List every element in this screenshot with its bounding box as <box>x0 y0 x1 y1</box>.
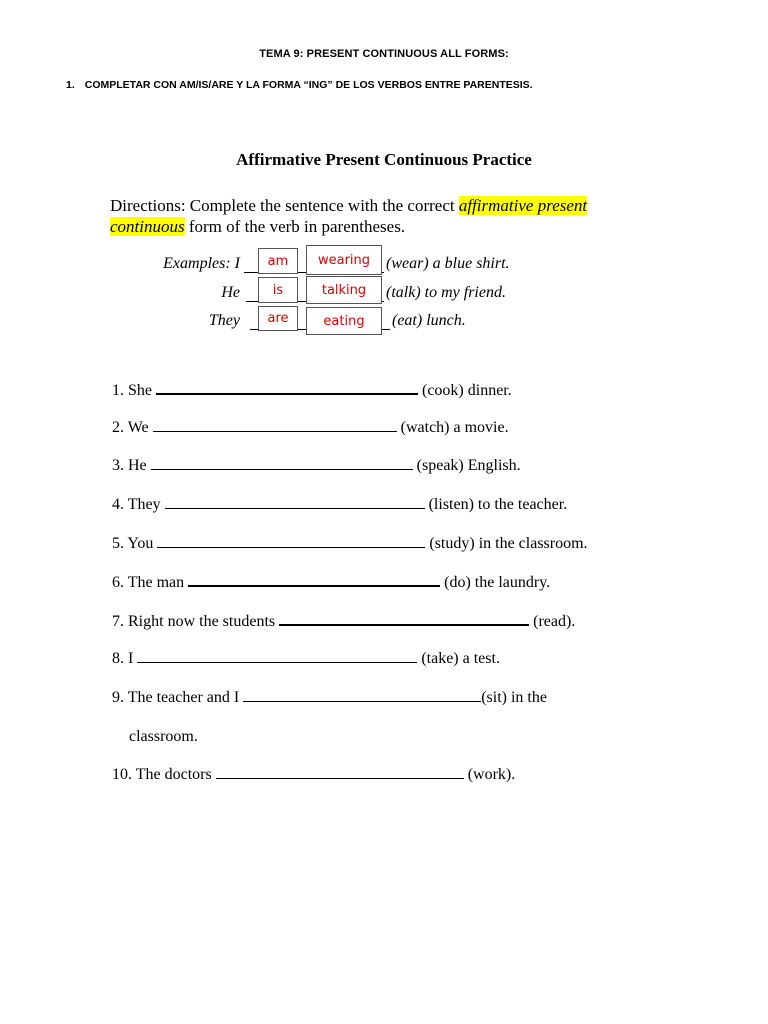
question-tail: (take) a test. <box>421 650 500 667</box>
instruction-text: COMPLETAR CON AM/IS/ARE Y LA FORMA “ING” DE LOS VERBOS ENTRE PARENTESIS. <box>84 79 533 91</box>
answer-blank[interactable] <box>165 496 425 509</box>
answer-blank[interactable] <box>157 535 425 548</box>
example-verb-box: eating <box>306 307 382 335</box>
answer-blank[interactable] <box>156 381 418 395</box>
answer-blank[interactable] <box>137 650 417 663</box>
directions-suffix: form of the verb in parentheses. <box>184 217 406 236</box>
example-aux-box: is <box>258 277 298 303</box>
example-aux-box: are <box>258 306 298 331</box>
answer-blank[interactable] <box>279 612 529 626</box>
page-title: TEMA 9: PRESENT CONTINUOUS ALL FORMS: <box>259 48 509 60</box>
example-tail: (wear) a blue shirt. <box>386 255 510 272</box>
answer-blank[interactable] <box>188 573 440 587</box>
question-row <box>112 573 550 592</box>
question-text: 8. I <box>112 650 134 667</box>
question-text: 4. They <box>112 496 161 513</box>
example-label: They <box>208 312 240 329</box>
answer-blank[interactable] <box>151 457 413 470</box>
question-text: 2. We <box>112 419 149 436</box>
directions <box>110 195 630 237</box>
question-row <box>112 650 500 668</box>
question-tail: (read). <box>533 613 576 630</box>
answer-blank[interactable] <box>216 766 464 779</box>
question-text: 10. The doctors <box>112 766 212 783</box>
question-row <box>112 535 588 553</box>
question-row <box>112 381 512 400</box>
question-tail: (speak) English. <box>416 457 521 474</box>
directions-highlight: affirmative present continuous <box>110 196 588 236</box>
question-text: 9. The teacher and I <box>112 689 240 706</box>
question-row <box>112 419 509 437</box>
question-tail: (study) in the classroom. <box>429 535 588 552</box>
question-tail: (cook) dinner. <box>422 382 512 399</box>
question-text: 1. She <box>112 382 152 399</box>
question-tail: (sit) in the <box>481 689 547 706</box>
question-row <box>112 612 575 631</box>
example-label: Examples: I <box>163 255 240 272</box>
instruction-number: 1. <box>66 79 75 91</box>
example-aux-box: am <box>258 248 298 274</box>
example-verb-box: wearing <box>306 245 382 275</box>
example-tail: (eat) lunch. <box>392 312 466 329</box>
example-verb-box: talking <box>306 276 382 304</box>
question-text: classroom. <box>129 728 198 745</box>
question-tail: (do) the laundry. <box>444 574 551 591</box>
question-text: 6. The man <box>112 574 185 591</box>
example-label: He <box>221 284 240 301</box>
question-continuation <box>129 728 198 746</box>
question-text: 5. You <box>112 535 154 552</box>
directions-prefix: Directions: Complete the sentence with the correct <box>110 196 459 215</box>
worksheet-title: Affirmative Present Continuous Practice <box>236 150 532 169</box>
question-row <box>112 766 515 784</box>
answer-blank[interactable] <box>153 419 397 432</box>
question-row <box>112 689 547 707</box>
question-text: 7. Right now the students <box>112 613 276 630</box>
answer-blank[interactable] <box>243 689 481 702</box>
question-text: 3. He <box>112 457 147 474</box>
question-row <box>112 457 521 475</box>
example-tail: (talk) to my friend. <box>386 284 506 301</box>
question-tail: (work). <box>467 766 516 783</box>
question-tail: (watch) a movie. <box>400 419 509 436</box>
question-tail: (listen) to the teacher. <box>428 496 568 513</box>
question-row <box>112 496 567 514</box>
